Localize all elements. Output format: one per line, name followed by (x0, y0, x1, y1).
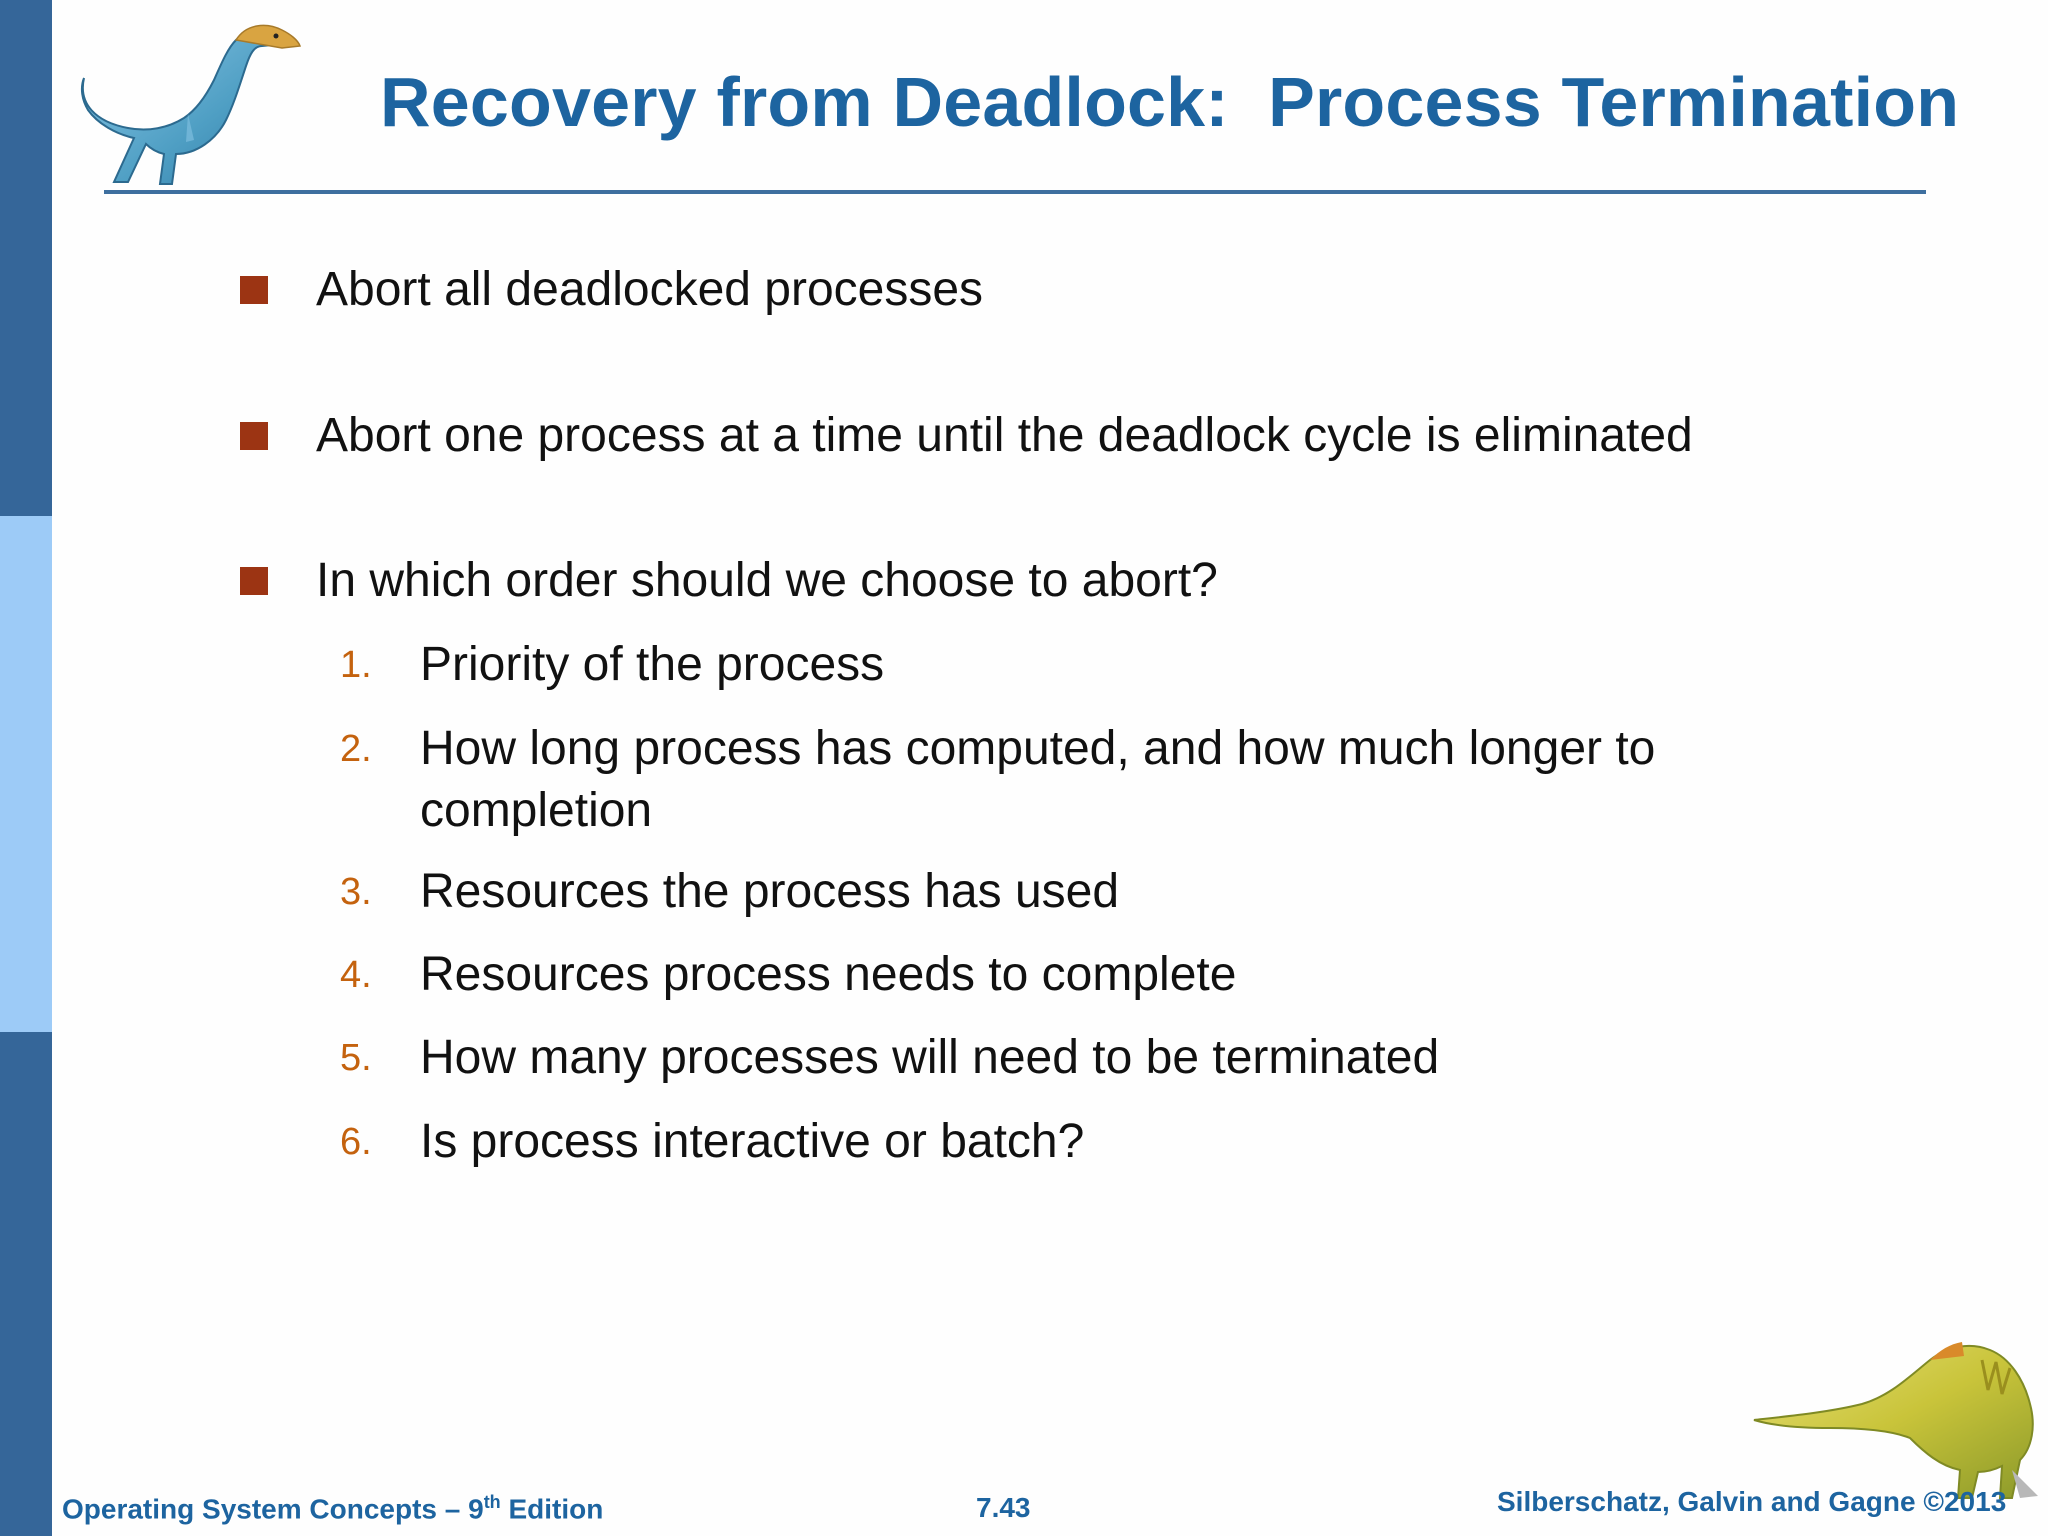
item-number: 4. (340, 954, 372, 996)
item-text: Is process interactive or batch? (420, 1115, 1085, 1168)
item-number: 1. (340, 644, 372, 686)
footer-book-title (62, 1492, 603, 1525)
dinosaur-icon (1750, 1320, 2042, 1500)
slide-title: Recovery from Deadlock: Process Termination (380, 63, 1960, 141)
bullet-text: Abort one process at a time until the deadlock cycle is eliminated (316, 409, 1693, 462)
numbered-item (340, 634, 1840, 696)
bullet-text: In which order should we choose to abort? (316, 554, 1218, 607)
item-text: How many processes will need to be terminated (420, 1031, 1440, 1084)
item-text: Resources the process has used (420, 865, 1120, 918)
numbered-item (340, 944, 1840, 1006)
footer-book-title-suffix: Edition (500, 1493, 604, 1525)
item-text: Resources process needs to complete (420, 948, 1237, 1001)
dinosaur-icon (76, 14, 316, 194)
title-divider (104, 190, 1926, 194)
edge-strip-middle (0, 516, 52, 1032)
square-bullet-icon (240, 567, 268, 595)
footer-superscript: th (483, 1492, 501, 1512)
footer-authors: Silberschatz, Galvin and Gagne ©2013 (1497, 1486, 2007, 1517)
square-bullet-icon (240, 422, 268, 450)
edge-strip-bottom (0, 1032, 52, 1536)
item-number: 6. (340, 1121, 372, 1163)
item-text: Priority of the process (420, 638, 885, 691)
numbered-item (340, 718, 1840, 842)
square-bullet-icon (240, 276, 268, 304)
footer-page-number: 7.43 (976, 1492, 1031, 1523)
footer-book-title-prefix: Operating System Concepts – 9 (62, 1493, 484, 1525)
item-number: 2. (340, 728, 372, 770)
numbered-item (340, 1027, 1840, 1089)
bullet-item (240, 553, 1218, 608)
item-text: How long process has computed, and how much longer to completion (420, 722, 1656, 837)
numbered-item (340, 861, 1840, 923)
bullet-item (240, 408, 1693, 463)
bullet-text: Abort all deadlocked processes (316, 263, 984, 316)
edge-strip-top (0, 0, 52, 516)
item-number: 5. (340, 1037, 372, 1079)
item-number: 3. (340, 871, 372, 913)
numbered-item (340, 1111, 1840, 1173)
bullet-item (240, 262, 983, 317)
